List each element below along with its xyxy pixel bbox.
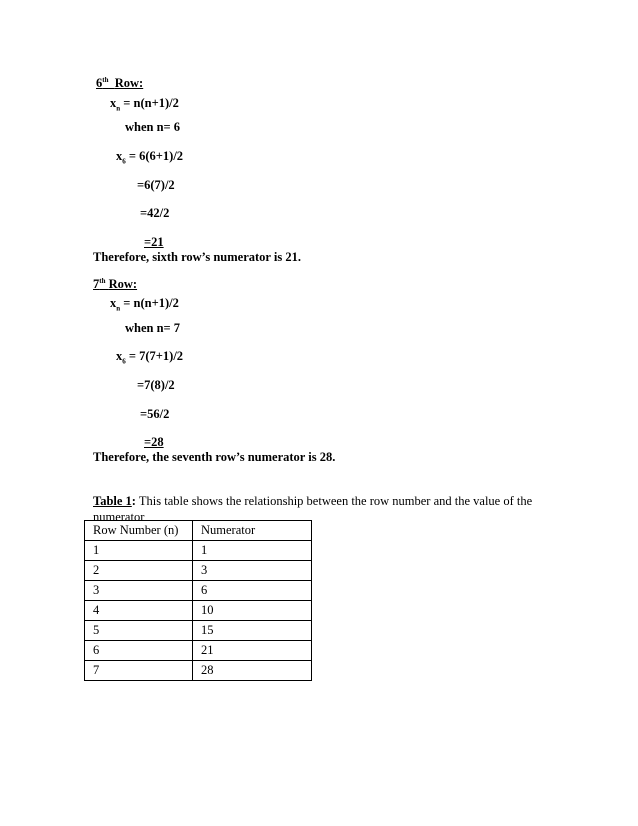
cell-numerator: 10 xyxy=(193,601,312,621)
table-row xyxy=(85,561,312,581)
seventh-result: =28 xyxy=(144,435,164,449)
cell-row-number: 2 xyxy=(85,561,193,581)
table-header-row xyxy=(85,521,312,541)
sixth-step1: =6(7)/2 xyxy=(137,178,175,192)
table-caption-label: Table 1 xyxy=(93,494,132,508)
seventh-step2: =56/2 xyxy=(140,407,170,421)
seventh-when: when n= 7 xyxy=(125,321,181,335)
cell-row-number: 6 xyxy=(85,641,193,661)
header-row-number: Row Number (n) xyxy=(85,521,193,541)
sixth-conclusion: Therefore, sixth row’s numerator is 21. xyxy=(93,250,301,264)
sixth-substitution: $x_6 = 6(6+1)/2$ xyxy=(116,149,184,166)
table-row xyxy=(85,541,312,561)
sixth-formula: $x_n = n(n+1)/2$ xyxy=(110,96,179,113)
cell-numerator: 28 xyxy=(193,661,312,681)
table-row xyxy=(85,621,312,641)
cell-row-number: 4 xyxy=(85,601,193,621)
table-row xyxy=(85,601,312,621)
seventh-row-heading: 7th Row: xyxy=(93,276,138,291)
cell-numerator: 21 xyxy=(193,641,312,661)
header-numerator: Numerator xyxy=(193,521,312,541)
cell-row-number: 3 xyxy=(85,581,193,601)
sixth-when: when n= 6 xyxy=(125,120,181,134)
seventh-substitution: $x_6 = 7(7+1)/2$ xyxy=(116,349,184,366)
seventh-step1: =7(8)/2 xyxy=(137,378,175,392)
numerator-table xyxy=(84,520,312,681)
table-caption-text: This table shows the relationship between the row number and the value of the numerator xyxy=(93,494,533,524)
cell-row-number: 7 xyxy=(85,661,193,681)
sixth-result: =21 xyxy=(144,235,164,249)
cell-numerator: 3 xyxy=(193,561,312,581)
cell-numerator: 15 xyxy=(193,621,312,641)
table-row xyxy=(85,581,312,601)
cell-numerator: 6 xyxy=(193,581,312,601)
cell-row-number: 1 xyxy=(85,541,193,561)
sixth-row-heading: 6th Row: xyxy=(96,75,144,90)
sixth-step2: =42/2 xyxy=(140,206,170,220)
seventh-conclusion: Therefore, the seventh row’s numerator is 28. xyxy=(93,450,336,464)
table-caption: Table 1: This table shows the relationship between the row number and the value of the numerator xyxy=(93,494,533,524)
seventh-formula: $x_n = n(n+1)/2$ xyxy=(110,296,179,313)
cell-row-number: 5 xyxy=(85,621,193,641)
cell-numerator: 1 xyxy=(193,541,312,561)
table-row xyxy=(85,661,312,681)
table-row xyxy=(85,641,312,661)
